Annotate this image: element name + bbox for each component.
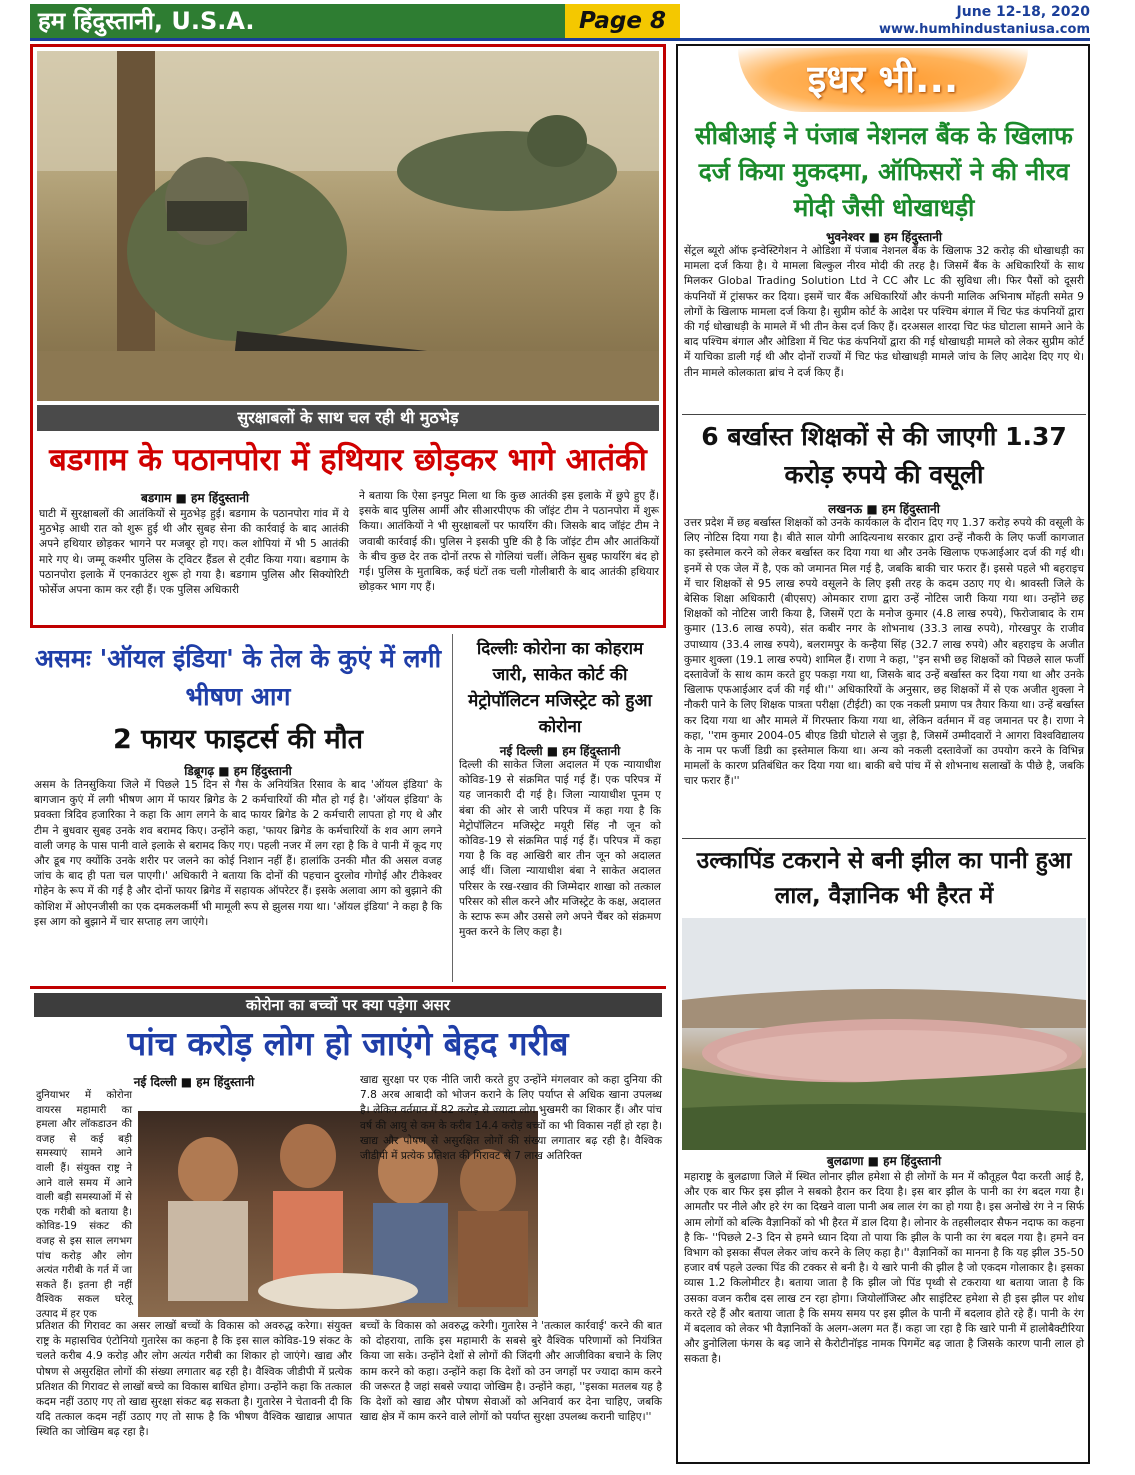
lake-illustration (682, 918, 1086, 1150)
delhi-byline: नई दिल्ली ■ हम हिंदुस्तानी (499, 744, 621, 758)
header-rule (30, 38, 1090, 41)
assam-byline: डिब्रूगढ़ ■ हम हिंदुस्तानी (184, 764, 292, 778)
poverty-col-2-right (542, 1109, 662, 1317)
section-divider-1 (682, 414, 1086, 415)
budgam-kicker: सुरक्षाबलों के साथ चल रही थी मुठभेड़ (37, 405, 659, 431)
page-number: Page 8 (565, 4, 680, 38)
idhar-bhi-banner (738, 48, 1028, 112)
soldiers-photo (37, 51, 659, 401)
budgam-byline: बडगाम ■ हम हिंदुस्तानी (141, 491, 249, 505)
poverty-col-2-top: खाद्य सुरक्षा पर एक नीति जारी करते हुए उन्होंने मंगलवार को कहा दुनिया की 7.8 अरब आबादी को भोजन कराने के लिए पर्याप्त से अधिक खाना उपलब्ध है। लेकिन वर्तमान में 82 करोड़ से ज्यादा लोग भुखमरी का शिकार हैं। और पांच वर्ष की आयु से कम के करीब 14.4 करोड़ बच्चों का भी विकास नहीं हो रहा है। खाद्य और पोषण से असुरक्षित लोगों की संख्या लगातार बढ़ रही है। वैश्विक जीडीपी में प्रत्येक प्रतिशत की गिरावट से 7 लाख अतिरिक्त (360, 1074, 662, 1163)
pnb-byline: भुवनेश्वर ■ हम हिंदुस्तानी (825, 230, 943, 244)
delhi-headline: दिल्लीः कोरोना का कोहराम जारी, साकेत कोर्ट की मेट्रोपॉलिटन मजिस्ट्रेट को हुआ कोरोना (468, 639, 652, 737)
budgam-headline: बडगाम के पठानपोरा में हथियार छोड़कर भागे आतंकी (49, 442, 647, 478)
teachers-body: उत्तर प्रदेश में छह बर्खास्त शिक्षकों को उनके कार्यकाल के दौरान दिए गए 1.37 करोड़ रुपये की वसूली के लिए नोटिस दिया गया है। बीते साल योगी आदित्यनाथ सरकार द्वारा उन्हें नौकरी के लिए फर्जी कागजात का इस्तेमाल करने को लेकर बर्खास्त कर दिया गया था और उनके खिलाफ एफआईआर दर्ज की गई थी। इनमें से एक जेल में है, एक को जमानत मिल गई है, जबकि बाकी चार फरार हैं। इससे पहले भी बहराइच में चार शिक्षकों से 95 लाख रुपये वसूलने के लिए इसी तरह के कदम उठाए गए थे। श्रावस्ती जिले के बेसिक शिक्षा अधिकारी (बीएसए) ओमकार राणा द्वारा उन्हें नोटिस जारी किया गया था। उन्होंने छह शिक्षकों को नोटिस जारी किया है, जिसमें एटा के मनोज कुमार (4.8 लाख रुपये), फिरोजाबाद के राम कुमार (13.6 लाख रुपये), संत कबीर नगर के शोभनाथ (33.3 लाख रुपये), गोरखपुर के राजीव उपाध्याय (33.4 लाख रुपये), बलरामपुर के कन्हैया सिंह (32.7 लाख रुपये) और बहराइच के अजीत कुमार शुक्ला (19.1 लाख रुपये) शामिल हैं। राणा ने कहा, ''इन सभी छह शिक्षकों को पिछले साल फर्जी दस्तावेजों के साथ काम करते हुए पकड़ा गया था, जिसके बाद उन्हें बर्खास्त कर दिया गया था और उनके खिलाफ एफआईआर दर्ज की गई थी।'' अधिकारियों के अनुसार, छह शिक्षकों में से एक अजीत शुक्ला ने नौकरी पाने के लिए शिक्षक पात्रता परीक्षा (टीईटी) का एक नकली प्रमाण पत्र तैयार किया था। उन्हें बर्खास्त कर दिया गया था और मामले में गिरफ्तार किया गया था, लेकिन वर्तमान में वह जमानत पर है। राणा ने कहा, ''राम कुमार 2004-05 बीएड डिग्री घोटाले से जुड़ा है, जिसमें उम्मीदवारों ने आगरा विश्वविद्यालय के नाम पर फर्जी डिग्री का इस्तेमाल किया था। अन्य को नकली दस्तावेजों का उपयोग करने के विभिन्न मामलों के कारण प्रतिबंधित कर दिया गया था। बाकी बचे पांच में से शोभनाथ सलाखों के पीछे है, जबकि चार फरार हैं।'' (684, 517, 1084, 788)
issue-date: June 12-18, 2020 (956, 4, 1090, 20)
assam-article (30, 634, 446, 982)
teachers-byline: लखनऊ ■ हम हिंदुस्तानी (828, 502, 940, 516)
idhar-bhi-box (676, 44, 1090, 1464)
poverty-col-2-bottom: बच्चों के विकास को अवरुद्ध करेगी। गुतारेस ने 'तत्काल कार्रवाई' करने की बात को दोहराया, ताकि इस महामारी के सबसे बुरे वैश्विक परिणामों को नियंत्रित किया जा सके। उन्होंने देशों से लोगों की जिंदगी और आजीविका बचाने के लिए काम करने को कहा। उन्होंने कहा कि देशों को उन जगहों पर ज्यादा काम करने की जरूरत है जहां सबसे ज्यादा जोखिम है। उन्होंने कहा, ''इसका मतलब यह है कि देशों को खाद्य और पोषण सेवाओं को अनिवार्य कर देना चाहिए, जबकि खाद्य क्षेत्र में काम करने वाले लोगों को पर्याप्त सुरक्षा उपलब्ध करानी चाहिए।'' (360, 1320, 662, 1424)
delhi-article (452, 634, 666, 982)
poverty-headline: पांच करोड़ लोग हो जाएंगे बेहद गरीब (127, 1024, 569, 1063)
assam-headline: असमः 'ऑयल इंडिया' के तेल के कुएं में लगी भीषण आग (34, 644, 442, 711)
budgam-col-2: ने बताया कि ऐसा इनपुट मिला था कि कुछ आतंकी इस इलाके में छुपे हुए हैं। इसके बाद पुलिस आर्मी और सीआरपीएफ की जॉइंट टीम ने पठानपोरा में शुरू किया। आतंकियों ने भी सुरक्षाबलों पर फायरिंग की। जिसके बाद जॉइंट टीम ने जवाबी कार्रवाई की। पुलिस ने इसकी पुष्टि की है कि जॉइंट टीम और आतंकियों के बीच कुछ देर तक दोनों तरफ से गोलियां चलीं। लेकिन सुबह फायरिंग बंद हो गई। पुलिस के मुताबिक, कई घंटों तक चली गोलीबारी के बाद आतंकी हथियार छोड़कर भाग गए हैं। (359, 490, 659, 594)
lonar-lake-photo (682, 918, 1086, 1150)
budgam-col-1: घाटी में सुरक्षाबलों की आतंकियों से मुठभेड़ हुई। बडगाम के पठानपोरा गांव में ये मुठभेड़ आधी रात को शुरू हुई थी और सुबह सेना की कार्रवाई के बाद आतंकी अपने हथियार छोड़कर भागने पर मजबूर हो गए। कल शोपियां में भी 5 आतंकी मारे गए थे। जम्मू कश्मीर पुलिस के ट्विटर हैंडल से ट्वीट किया गया। बडगाम के पठानपोरा इलाके में एनकाउंटर शुरू हो गया है। बडगाम पुलिस और सिक्योरिटी फोर्सेज अपना काम कर रही हैं। एक पुलिस अधिकारी (39, 508, 349, 597)
poverty-kicker: कोरोना का बच्चों पर क्या पड़ेगा असर (34, 993, 662, 1017)
pnb-body: सेंट्रल ब्यूरो ऑफ इन्वेस्टिगेशन ने ओडिशा में पंजाब नेशनल बैंक के खिलाफ 32 करोड़ की धोखाधड़ी का मामला दर्ज किया है। ये मामला बिल्कुल नीरव मोदी की तरह है। जिसमें बैंक के अधिकारियों के साथ मिलकर Global Trading Solution Ltd ने CC और Lc की सुविधा ली। फिर पैसों को दूसरी कंपनियों में ट्रांसफर कर दिया। इसमें चार बैंक अधिकारियों और कंपनी मालिक अभिनाष मोंहती समेत 9 लोगों के खिलाफ मामला दर्ज किया है। सुप्रीम कोर्ट के आदेश पर पश्चिम बंगाल में चिट फंड कंपनियों द्वारा की गई धोखाधड़ी के मामले में भी तीन केस दर्ज किए हैं। दरअसल शारदा चिट फंड घोटाला सामने आने के बाद पश्चिम बंगाल और ओडिशा में चिट फंड कंपनियों द्वारा की गई धोखाधड़ी मामले को लेकर सुप्रीम कोर्ट में याचिका डाली गई थी और दोनों राज्यों में चिट फंड धोखाधड़ी मामले जांच के लिए आदेश दिए गए थे। तीन मामले कोलकाता ब्रांच ने दर्ज किए हैं। (684, 245, 1084, 379)
delhi-body: दिल्ली की साकेत जिला अदालत में एक न्यायाधीश कोविड-19 से संक्रमित पाई गई हैं। एक परिपत्र में यह जानकारी दी गई है। जिला न्यायाधीश पूनम ए बंबा की ओर से जारी परिपत्र में कहा गया है कि मेट्रोपॉलिटन मजिस्ट्रेट मयूरी सिंह नौ जून को कोविड-19 से संक्रमित पाई गई हैं। परिपत्र में कहा गया है कि वह आखिरी बार तीन जून को अदालत आई थीं। जिला न्यायाधीश बंबा ने साकेत अदालत परिसर के रख-रखाव की जिम्मेदार शाखा को तत्काल परिसर को सील करने और मजिस्ट्रेट के कक्ष, अदालत के स्टाफ रूम और उससे लगे अपने चैंबर को संक्रमण मुक्त करने के लिए कहा है। (459, 759, 661, 939)
poverty-col-1-bottom: प्रतिशत की गिरावट का असर लाखों बच्चों के विकास को अवरुद्ध करेगा। संयुक्त राष्ट्र के महासचिव एंटोनियो गुतारेस का कहना है कि इस साल कोविड-19 संकट के चलते करीब 4.9 करोड़ और लोग अत्यंत गरीबी का शिकार हो जाएंगे। खाद्य और पोषण से असुरक्षित लोगों की संख्या लगातार बढ़ रही है। वैश्विक जीडीपी में प्रत्येक प्रतिशत की गिरावट से लाखों बच्चे का विकास बाधित होगा। उन्होंने कहा कि तत्काल कदम नहीं उठाए गए तो खाद्य सुरक्षा संकट बढ़ सकता है। गुतारेस ने चेतावनी दी कि यदि तत्काल कदम नहीं उठाए गए तो साफ है कि भीषण वैश्विक खाद्यान्न आपात स्थिति का जोखिम बढ़ रहा है। (36, 1320, 352, 1439)
teachers-headline: 6 बर्खास्त शिक्षकों से की जाएगी 1.37 करोड़ रुपये की वसूली (701, 422, 1067, 489)
assam-body: असम के तिनसुकिया जिले में पिछले 15 दिन से गैस के अनियंत्रित रिसाव के बाद 'ऑयल इंडिया' के बागजान कुएं में लगी भीषण आग में फायर ब्रिगेड के 2 कर्मचारियों की मौत हो गई है। 'ऑयल इंडिया' के प्रवक्ता त्रिदिव हजारिका ने कहा कि आग लगने के बाद फायर ब्रिगेड के 2 कर्मचारी लापता हो गए थे और टीम ने बुधवार सुबह उनके शव बरामद किए। उन्होंने कहा, 'फायर ब्रिगेड के कर्मचारियों के शव आग लगने वाली जगह के पास पानी वाले इलाके से बरामद किए गए। पहली नजर में लग रहा है कि वे पानी में कूद गए और डूब गए क्योंकि उनके शरीर पर जलने का कोई निशान नहीं हैं। हालांकि उनकी मौत की असल वजह जांच के बाद ही पता चल पाएगी।' अधिकारी ने बताया कि दोनों की पहचान दुरलोव गोगोई और टीकेश्वर गोहेन के रूप में की गई है और दोनों फायर ब्रिगेड में सहायक ऑपरेटर हैं। इसके अलावा आग को बुझाने की कोशिश में ओएनजीसी का एक दमकलकर्मी भी मामूली रूप से झुलस गया था। 'ऑयल इंडिया' ने कहा है कि इस आग को बुझाने में चार सप्ताह लग जाएंगे। (34, 779, 442, 928)
poverty-byline: नई दिल्ली ■ हम हिंदुस्तानी (133, 1075, 255, 1089)
poverty-col-1-top: दुनियाभर में कोरोना वायरस महामारी का हमला और लॉकडाउन की वजह से कई बड़ी समस्याएं सामने आने वाली हैं। संयुक्त राष्ट्र ने आने वाले समय में आने वाली बड़ी समस्याओं में से एक गरीबी को बताया है। कोविड-19 संकट की वजह से इस साल लगभग पांच करोड़ और लोग अत्यंत गरीबी के गर्त में जा सकते हैं। इतना ही नहीं वैश्विक सकल घरेलू उत्पाद में हर एक (36, 1090, 132, 1320)
soldiers-illustration (37, 51, 659, 401)
lake-byline: बुलढाणा ■ हम हिंदुस्तानी (826, 1154, 942, 1168)
website-link[interactable]: www.humhindustaniusa.com (878, 22, 1090, 37)
budgam-article (30, 44, 666, 628)
pnb-headline: सीबीआई ने पंजाब नेशनल बैंक के खिलाफ दर्ज किया मुकदमा, ऑफिसरों ने की नीरव मोदी जैसी धोखाधड़ी (695, 121, 1073, 222)
lake-headline: उल्कापिंड टकराने से बनी झील का पानी हुआ लाल, वैज्ञानिक भी हैरत में (696, 848, 1072, 909)
idhar-bhi-title: इधर भी... (807, 57, 959, 101)
assam-subheadline: 2 फायर फाइटर्स की मौत (112, 724, 364, 755)
lake-body: महाराष्ट्र के बुलढाणा जिले में स्थित लोनार झील हमेशा से ही लोगों के मन में कौतूहल पैदा करती आई है, और एक बार फिर इस झील ने सबको हैरान कर दिया है। इस बार झील के पानी का रंग बदल गया है। आमतौर पर नीले और हरे रंग का दिखने वाला पानी अब लाल रंग का हो गया है। इस अनोखे रंग ने न सिर्फ आम लोगों को बल्कि वैज्ञानिकों को भी हैरत में डाल दिया है। लोनार के तहसीलदार सैफन नदाफ का कहना है कि- ''पिछले 2-3 दिन से हमने ध्यान दिया तो पाया कि झील के पानी का रंग बदल गया है। हमने वन विभाग को इसका सैंपल लेकर जांच करने के लिए कहा है।'' वैज्ञानिकों का मानना है कि यह झील 35-50 हजार वर्ष पहले उल्का पिंड की टक्कर से बनी है। ये खारे पानी की झील है जो एकदम गोलाकार है। इसका व्यास 1.2 किलोमीटर है। बताया जाता है कि झील जो पिंड पृथ्वी से टकराया था बताया जाता है कि उसका वजन करीब दस लाख टन रहा होगा। जियोलॉजिस्ट और साइंटिस्ट हमेशा से ही इस झील पर शोध करते रहे हैं और बताया जाता है कि समय समय पर इस झील के पानी में बदलाव होते रहे हैं। पानी के रंग में बदलाव को लेकर भी वैज्ञानिकों के अलग-अलग मत हैं। कहा जा रहा है कि खारे पानी में हालोबैक्टीरिया और डुनोलिला फंगस के बढ़ जाने से कैरोटीनॉइड नामक पिगमेंट बढ़ जाता है जिसके कारण पानी लाल हो सकता है। (684, 1171, 1084, 1366)
masthead: हम हिंदुस्तानी, U.S.A. (30, 4, 565, 38)
poverty-article (30, 986, 666, 1466)
section-divider-2 (682, 838, 1086, 839)
